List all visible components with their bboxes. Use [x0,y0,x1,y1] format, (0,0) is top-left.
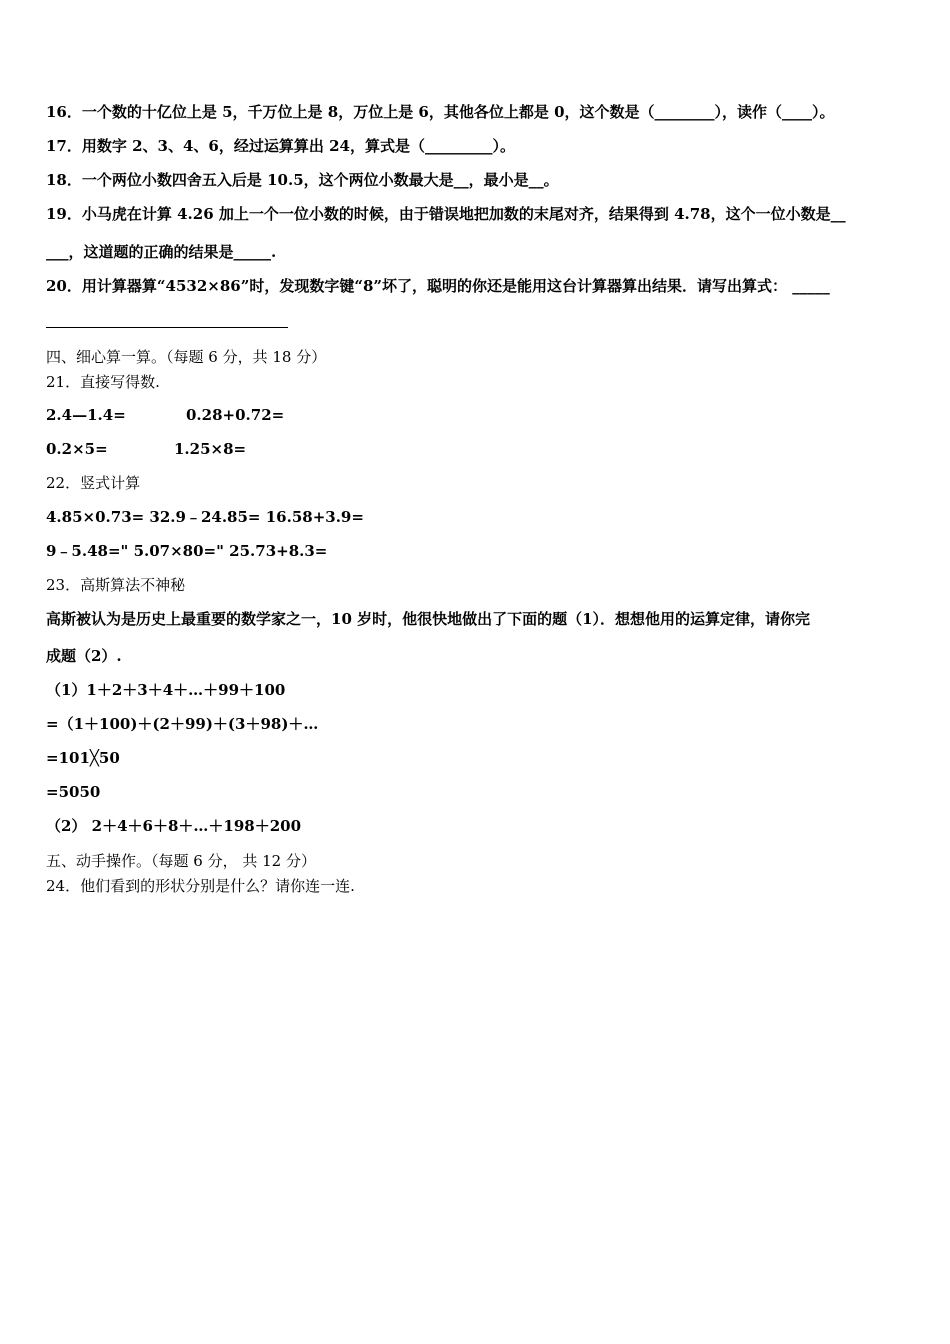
question-17: 17．用数字 2、3、4、6，经过运算算出 24，算式是（_________）。 [46,137,515,155]
question-16: 16．一个数的十亿位上是 5，千万位上是 8，万位上是 6，其他各位上都是 0，这个数是（________），读作（____）。 [46,103,835,121]
q23-part-2: （2） 2＋4＋6＋8＋…＋198＋200 [46,817,302,835]
q21-item-3: 0.2×5= [46,440,108,458]
section-5-heading: 五、动手操作。（每题 6 分， 共 12 分） [46,852,316,870]
q23-intro-line-2: 成题（2）. [46,647,122,665]
q23-intro-line-1: 高斯被认为是历史上最重要的数学家之一，10 岁时，他很快地做出了下面的题（1）．想想他用的运算定律，请你完 [46,610,811,628]
q22-row-1: 4.85×0.73= 32.9﹣24.85= 16.58+3.9= [46,508,364,526]
q23-step-4: =5050 [46,783,101,801]
q23-step-3: =101╳50 [46,749,120,767]
question-19-line-1: 19．小马虎在计算 4.26 加上一个一位小数的时候，由于错误地把加数的末尾对齐，结果得到 4.78，这个一位小数是__ [46,205,846,223]
question-21-title: 21．直接写得数. [46,373,160,391]
q21-item-4: 1.25×8= [174,440,247,458]
q23-step-2: =（1＋100)＋(2＋99)＋(3＋98)＋… [46,715,319,733]
section-4-heading: 四、细心算一算。（每题 6 分，共 18 分） [46,348,327,366]
question-18: 18．一个两位小数四舍五入后是 10.5，这个两位小数最大是__，最小是__。 [46,171,559,189]
answer-line [46,327,288,328]
question-22-title: 22．竖式计算 [46,474,141,492]
q21-item-2: 0.28+0.72= [186,406,285,424]
question-23-title: 23．高斯算法不神秘 [46,576,186,594]
question-24: 24．他们看到的形状分别是什么？请你连一连. [46,877,355,895]
q22-row-2: 9﹣5.48=" 5.07×80=" 25.73+8.3= [46,542,328,560]
question-20: 20．用计算器算“4532×86”时，发现数字键“8”坏了，聪明的你还是能用这台计算器算出结果．请写出算式： _____ [46,277,830,295]
q21-item-1: 2.4—1.4= [46,406,126,424]
q23-step-1: （1）1＋2＋3＋4＋…＋99＋100 [46,681,286,699]
question-19-line-2: ___，这道题的正确的结果是_____. [46,243,277,261]
